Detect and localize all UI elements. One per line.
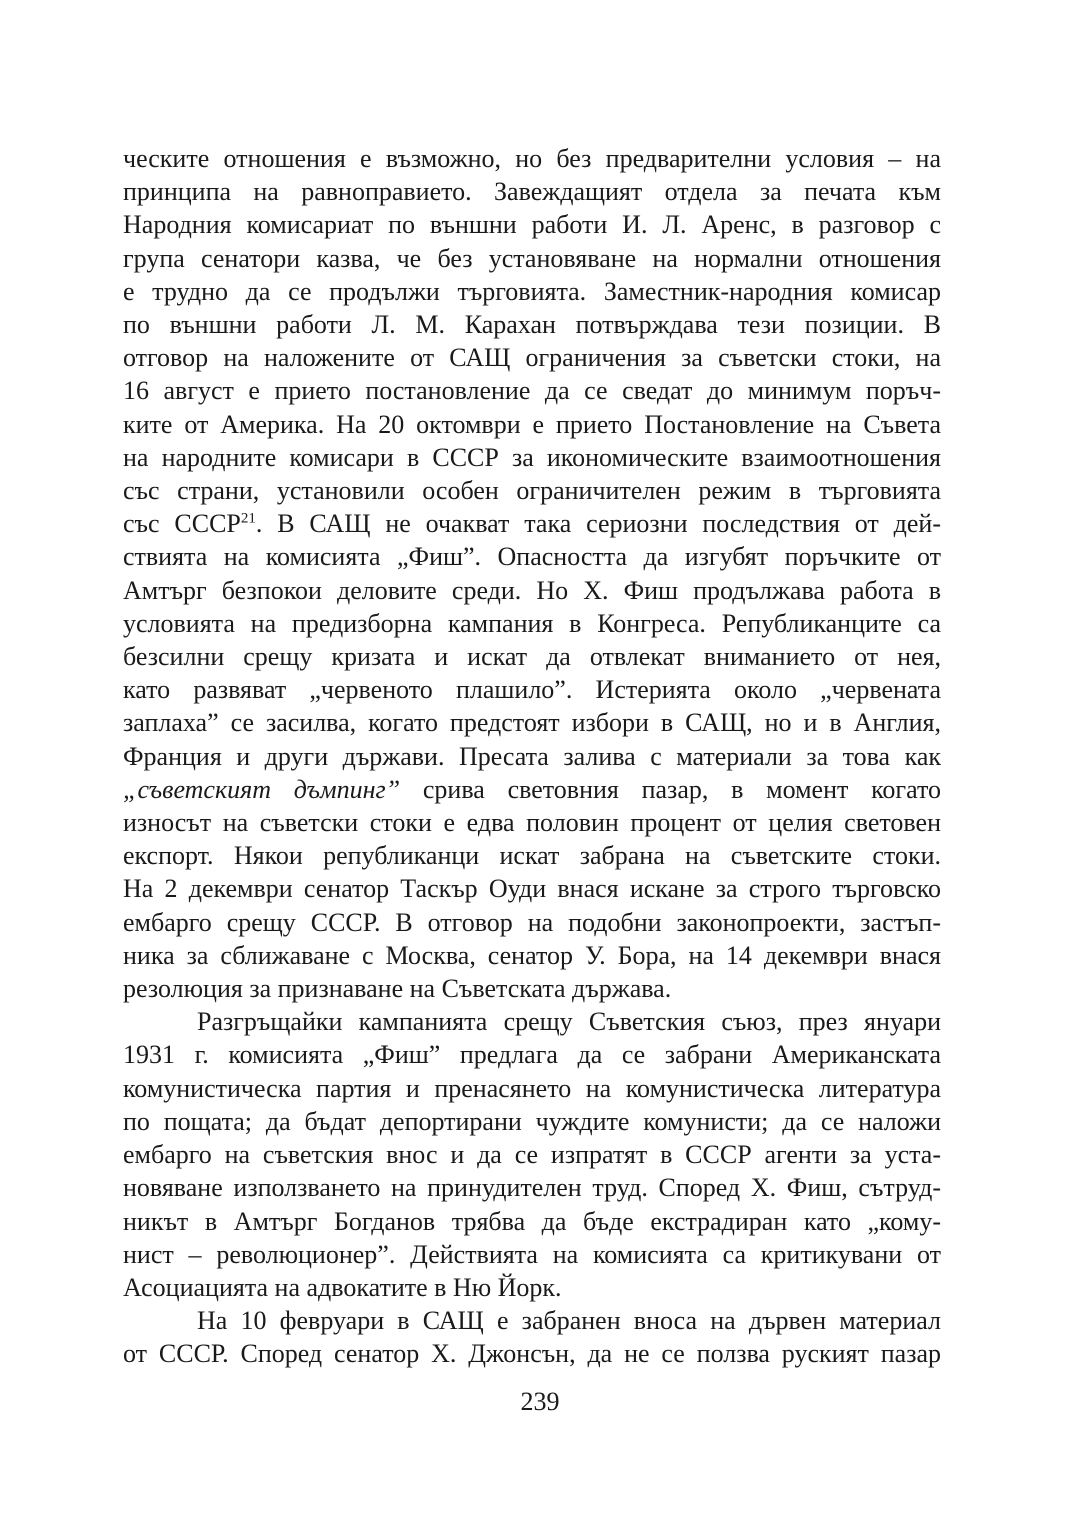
text-line: безсилни срещу кризата и искат да отвлекат вниманието от нея, [123,642,941,672]
text-fragment: срива световния пазар, в момент когато [400,774,941,804]
text-fragment: със СССР [123,509,241,539]
text-line: никът в Амтърг Богданов трябва да бъде екстрадиран като „кому- [123,1206,941,1236]
text-line: е трудно да се продължи търговията. Заместник-народния комисар [123,276,941,306]
text-line: нист – революционер”. Действията на комисията са критикувани от [123,1239,941,1269]
text-line: със страни, установили особен ограничителен режим в търговията [123,476,941,506]
footnote-reference[interactable]: 21 [240,510,256,527]
italic-phrase: „съветският дъмпинг” [123,774,401,804]
text-line: Амтърг безпокои деловите среди. Но Х. Фиш продължава работа в [123,575,941,605]
text-line: група сенатори казва, че без установяване на нормални отношения [123,243,941,273]
text-line: ствията на комисията „Фиш”. Опасността да изгубят поръчките от [123,542,941,572]
text-line: по пощата; да бъдат депортирани чуждите комунисти; да се наложи [123,1106,941,1136]
text-line: като развяват „червеното плашило”. Истерията около „червената [123,675,941,705]
text-line: принципа на равноправието. Завеждащият отдела за печата към [123,177,941,207]
text-line: 16 август е прието постановление да се сведат до минимум поръч- [123,376,941,406]
text-line: заплаха” се засилва, когато предстоят избори в САЩ, но и в Англия, [123,708,941,738]
text-line-indented: Разгръщайки кампанията срещу Съветския съюз, през януари [197,1007,941,1037]
text-line: на народните комисари в СССР за икономическите взаимоотношения [123,442,941,472]
text-line: износът на съветски стоки е едва половин процент от целия световен [123,808,941,838]
text-line-with-footnote [123,507,941,540]
text-line: комунистическа партия и пренасянето на комунистическа литература [123,1073,941,1103]
paragraph-2 [123,1005,941,1304]
text-line: Франция и други държави. Пресата залива с материали за това как [123,741,941,771]
body-text [123,142,941,1371]
page-number: 239 [520,1387,560,1416]
text-line: ембарго на съветския внос и да се изпратят в СССР агенти за уста- [123,1140,941,1170]
text-line: ческите отношения е възможно, но без предварителни условия – на [123,144,941,173]
text-fragment: . В САЩ не очакват така сериозни последствия от дей- [255,509,941,539]
text-line: ембарго срещу СССР. В отговор на подобни законопроекти, застъп- [123,907,941,937]
text-line-with-italic [123,773,941,806]
text-line: отговор на наложените от САЩ ограничения за съветски стоки, на [123,343,941,373]
text-line: 1931 г. комисията „Фиш” предлага да се забрани Американската [123,1040,941,1070]
text-line: новяване използването на принудителен труд. Според Х. Фиш, сътруд- [123,1173,941,1203]
text-line: Асоциацията на адвокатите в Ню Йорк. [123,1272,562,1302]
text-line: условията на предизборна кампания в Конгреса. Републиканците са [123,608,941,638]
text-line: На 2 декември сенатор Таскър Оуди внася искане за строго търговско [123,874,941,904]
text-line-indented: На 10 февруари в САЩ е забранен вноса на дървен материал [197,1306,941,1336]
paragraph-1 [123,142,941,1005]
text-line: ките от Америка. На 20 октомври е прието Постановление на Съвета [123,409,941,439]
text-line: от СССР. Според сенатор Х. Джонсън, да не се ползва руският пазар [123,1339,941,1369]
text-line: по външни работи Л. М. Карахан потвърждава тези позиции. В [123,310,941,340]
paragraph-3 [123,1304,941,1370]
text-line: резолюция за признаване на Съветската държава. [123,974,672,1004]
text-line: експорт. Някои републиканци искат забрана на съветските стоки. [123,841,941,871]
text-line: ника за сближаване с Москва, сенатор У. Бора, на 14 декември внася [123,940,941,970]
text-line: Народния комисариат по външни работи И. Л. Аренс, в разговор с [123,210,941,240]
